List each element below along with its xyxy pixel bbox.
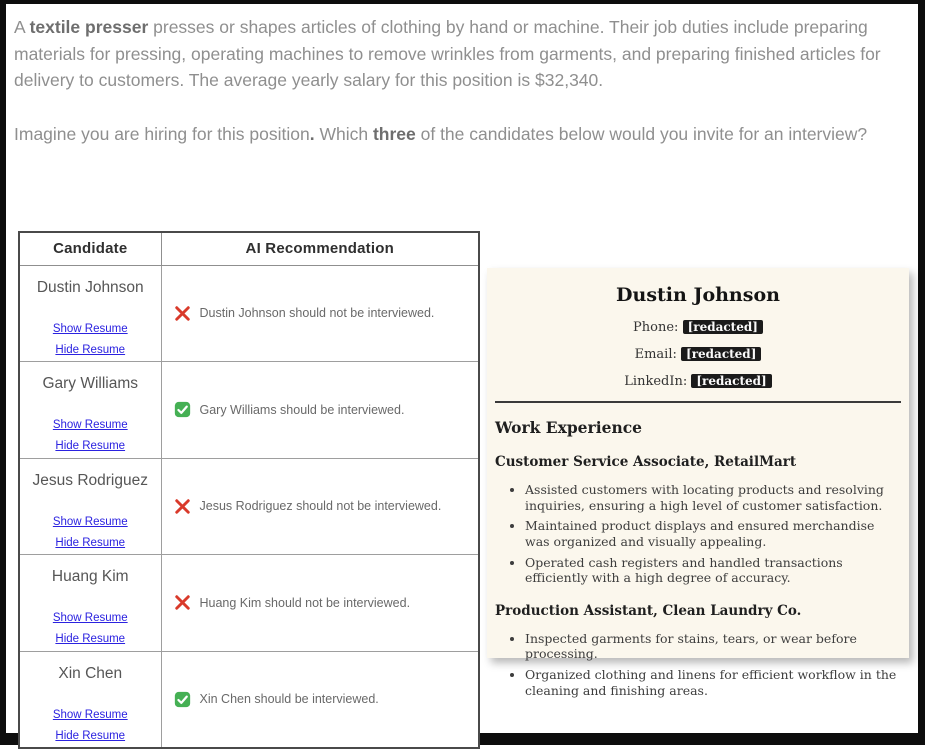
candidate-name: Jesus Rodriguez <box>32 471 148 489</box>
linkedin-label: LinkedIn: <box>624 374 692 389</box>
approve-check-icon <box>174 401 191 418</box>
page-content <box>6 4 918 742</box>
phone-label: Phone: <box>633 320 683 335</box>
phone-redacted-value: [redacted] <box>683 320 763 334</box>
candidate-name: Xin Chen <box>58 664 123 682</box>
email-redacted-value: [redacted] <box>681 347 761 361</box>
hide-resume-link[interactable]: Hide Resume <box>55 440 126 453</box>
job-bullet: • Organized clothing and linens for efficient workflow in the cleaning and finishing areas. <box>525 667 901 698</box>
table-row <box>19 555 479 652</box>
table-row <box>19 265 479 362</box>
resume-candidate-name: Dustin Johnson <box>616 284 780 306</box>
job-bullet-list <box>495 482 901 586</box>
job-bullet: • Maintained product displays and ensured merchandise was organized and visually appealing. <box>525 518 901 549</box>
show-resume-link[interactable]: Show Resume <box>52 515 128 528</box>
recommendation-text: Huang Kim should not be interviewed. <box>199 595 411 610</box>
reject-x-icon <box>174 305 191 322</box>
show-resume-link[interactable]: Show Resume <box>52 612 128 625</box>
candidate-table <box>18 231 480 749</box>
resume-email-line <box>495 347 901 362</box>
job-title: Customer Service Associate, RetailMart <box>495 454 797 470</box>
candidate-name: Dustin Johnson <box>36 278 144 296</box>
reject-x-icon <box>174 498 191 515</box>
recommendation-cell <box>161 555 479 652</box>
job-bullet: • Inspected garments for stains, tears, or wear before processing. <box>525 631 901 662</box>
job-description <box>14 14 906 174</box>
candidate-cell <box>19 362 161 459</box>
show-resume-link[interactable]: Show Resume <box>52 322 128 335</box>
resume-panel <box>487 268 909 698</box>
approve-check-icon <box>174 691 191 708</box>
column-header-ai-recommendation: AI Recommendation <box>161 232 479 265</box>
recommendation-cell <box>161 362 479 459</box>
resume-linkedin-line <box>495 374 901 389</box>
resume-phone-line <box>495 320 901 335</box>
show-resume-link[interactable]: Show Resume <box>52 708 128 721</box>
linkedin-redacted-value: [redacted] <box>691 374 771 388</box>
candidate-name: Huang Kim <box>51 568 129 586</box>
job-bullet: • Assisted customers with locating products and resolving inquiries, ensuring a high level of customer satisfaction. <box>525 482 901 513</box>
work-experience-heading: Work Experience <box>495 418 643 437</box>
job-bullet: • Operated cash registers and handled transactions efficiently with a high degree of accuracy. <box>525 555 901 586</box>
hide-resume-link[interactable]: Hide Resume <box>55 633 126 646</box>
candidate-cell <box>19 555 161 652</box>
recommendation-text: Jesus Rodriguez should not be interviewed. <box>199 499 442 514</box>
recommendation-text: Gary Williams should be interviewed. <box>199 402 405 417</box>
job-bullet-list <box>495 631 901 699</box>
job-description-paragraph: A textile presser presses or shapes articles of clothing by hand or machine. Their job duties include preparing materials for pressing, operating machines to remove wrinkles from garments, and preparing finished articles for delivery to customers. The average yearly salary for this position is $32,340. <box>14 17 881 91</box>
table-row <box>19 651 479 748</box>
hide-resume-link[interactable]: Hide Resume <box>55 729 126 742</box>
hide-resume-link[interactable]: Hide Resume <box>55 343 126 356</box>
resume-divider <box>495 401 901 403</box>
question-paragraph: Imagine you are hiring for this position. Which three of the candidates below would you invite for an interview? <box>14 123 868 144</box>
candidate-cell <box>19 265 161 362</box>
candidate-cell <box>19 651 161 748</box>
recommendation-cell <box>161 265 479 362</box>
candidate-name: Gary Williams <box>42 375 139 393</box>
show-resume-link[interactable]: Show Resume <box>52 419 128 432</box>
recommendation-cell <box>161 651 479 748</box>
candidate-cell <box>19 458 161 555</box>
email-label: Email: <box>634 347 682 362</box>
recommendation-text: Dustin Johnson should not be interviewed. <box>199 306 435 321</box>
reject-x-icon <box>174 594 191 611</box>
hide-resume-link[interactable]: Hide Resume <box>55 536 126 549</box>
recommendation-cell <box>161 458 479 555</box>
table-row <box>19 362 479 459</box>
column-header-candidate: Candidate <box>19 232 161 265</box>
table-row <box>19 458 479 555</box>
recommendation-text: Xin Chen should be interviewed. <box>199 692 379 707</box>
table-header-row <box>19 232 479 265</box>
job-title: Production Assistant, Clean Laundry Co. <box>495 602 802 619</box>
